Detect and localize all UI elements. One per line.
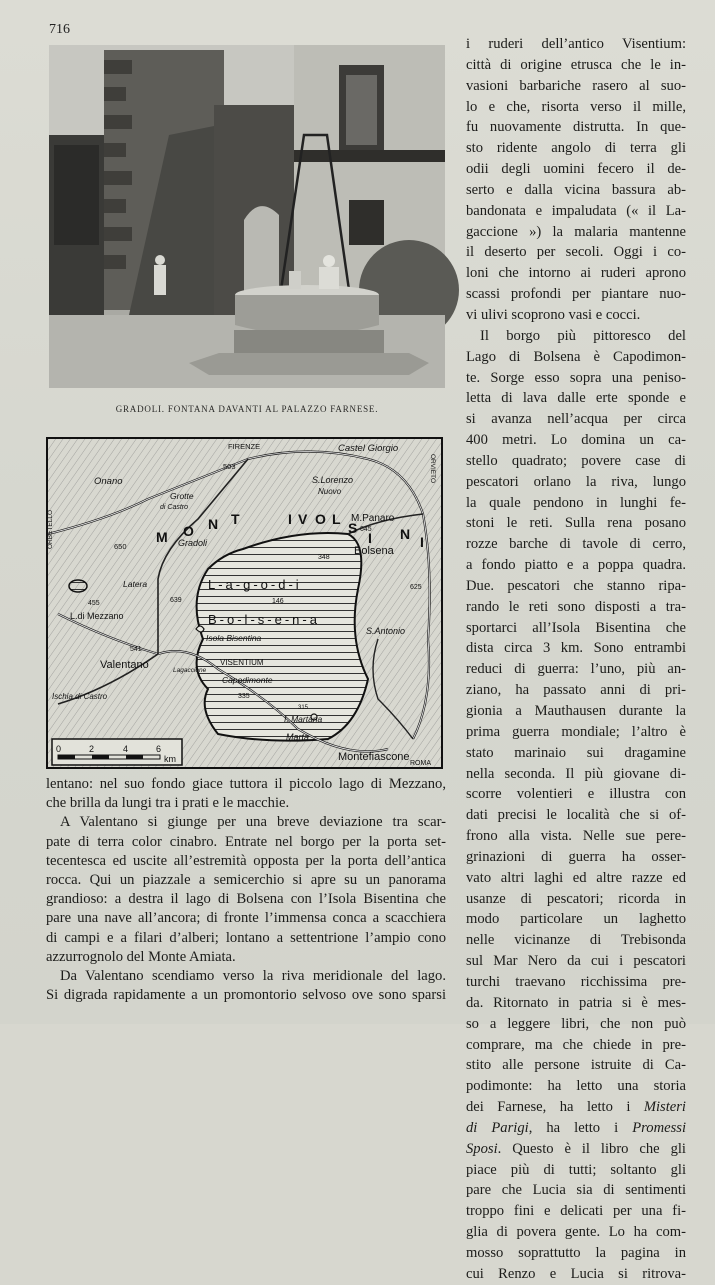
map-label-bolsena-lake: B-o-l-s-e-n-a	[208, 612, 320, 627]
map-label-capodimonte: Capodimonte	[222, 675, 273, 685]
text-line: pare che Lucia sia di sentimenti	[466, 1182, 686, 1199]
book-title-misteri: Misteri	[643, 1099, 686, 1116]
photo-gradoli-fountain	[49, 45, 445, 388]
text-line: rando le reti sono disposti a tra-	[466, 598, 686, 615]
text-line: gionia a Mauthausen durante la	[466, 703, 686, 719]
text-line: reduci di guerra: l’uno, più an-	[466, 661, 686, 678]
text-line: loni che intorno ai ruderi aprono	[466, 265, 686, 282]
book-title-parigi: di Parigi	[466, 1119, 529, 1136]
map-label-visentium: VISENTIUM	[220, 658, 264, 667]
text-line: mosso soprattutto la pagina in	[466, 1244, 686, 1261]
scale-tick-4: 4	[123, 744, 129, 754]
map-letter-i3: I	[420, 534, 424, 550]
map-letter-n1: N	[208, 516, 219, 532]
text-line: di campi e a filari d’alberi; lontano a settentrione l’ampio cono	[46, 929, 446, 946]
map-letter-o1: O	[183, 523, 194, 539]
text-line: che brilla da lungi tra i prati e le macchie.	[46, 795, 290, 812]
text-line: si avanza nell’acqua per circa	[466, 411, 686, 428]
map-letter-l: L	[332, 511, 341, 527]
scale-tick-6: 6	[156, 744, 162, 754]
text-line: frono alla vista. Nelle sue pere-	[466, 828, 686, 845]
text-line: glia di povera gente. Lo ha com-	[466, 1224, 686, 1241]
text-line-mixed	[466, 1097, 686, 1118]
text-line: turchi traevano ricchissima pre-	[466, 973, 686, 990]
text-line-mixed	[466, 1118, 686, 1139]
text-line: lo e che, risorta verso il mille,	[466, 98, 686, 115]
text-line: Lago di Bolsena è Capodimon-	[466, 348, 686, 365]
map-label-nuovo: Nuovo	[318, 487, 342, 496]
text-line: podimonte: ha letto una storia	[466, 1078, 686, 1095]
text-fragment: dei Farnese, ha letto i	[466, 1099, 644, 1116]
map-label-roma: ROMA	[410, 760, 431, 767]
book-title-promessi: Promessi	[632, 1119, 687, 1136]
text-line: stato marinaio sui dragamine	[466, 744, 686, 761]
page-number: 716	[49, 22, 70, 37]
map-label-onano: Onano	[94, 476, 123, 487]
text-line: pare una nave all’ancora; di fronte l’immensa conca a scacchiera	[46, 910, 446, 927]
text-line: scassi profondi per piantare nuo-	[466, 286, 686, 303]
text-line: Si digrada rapidamente a un promontorio selvoso ove sono sparsi	[46, 987, 446, 1004]
map-label-elev-348: 348	[318, 554, 330, 561]
text-line: grinazioni di guerra ha osser-	[466, 848, 686, 865]
right-text-column	[466, 34, 686, 1285]
map-lago-di-bolsena	[46, 437, 443, 769]
text-line: odii degli uomini fecero il de-	[466, 161, 686, 178]
map-label-marta: Marta	[286, 732, 310, 742]
map-label-montefiascone: Montefiascone	[338, 751, 410, 763]
text-line: modo particolare un laghetto	[466, 911, 686, 928]
text-line: letta di lava dalle erte sponde e	[466, 390, 686, 407]
text-line: sto ridente angolo di terra gli	[466, 140, 686, 157]
map-label-gradoli: Gradoli	[178, 538, 208, 548]
text-line: il deserto per secoli. Oggi i co-	[466, 244, 686, 261]
map-letter-v: V	[298, 511, 308, 527]
bottom-text-block	[46, 775, 446, 1005]
text-line: stello quadrato; povere case di	[466, 452, 686, 469]
map-label-di-castro: di Castro	[160, 504, 189, 511]
photo-caption: GRADOLI. FONTANA DAVANTI AL PALAZZO FARNESE.	[115, 404, 379, 414]
map-label-castel-giorgio: Castel Giorgio	[338, 443, 399, 454]
paragraph-start: Da Valentano scendiamo verso la riva meridionale del lago.	[60, 968, 446, 985]
scale-unit: km	[164, 754, 176, 764]
text-line: te. Sorge esso sopra una peniso-	[466, 369, 686, 386]
text-line: nelle vicinanze di Trebisonda	[466, 932, 686, 949]
text-line: azzurrognolo del Monte Amiata.	[46, 948, 236, 965]
text-line: la quale pendono in lunghi fe-	[466, 494, 686, 511]
text-line: so a leggere libri, che non può	[466, 1015, 686, 1032]
map-label-s-antonio: S.Antonio	[366, 626, 406, 636]
text-line: da. Ritornato in patria si è mes-	[466, 994, 686, 1011]
map-label-valentano: Valentano	[100, 659, 149, 671]
map-label-elev-639: 639	[170, 597, 182, 604]
map-label-bolsena: Bolsena	[354, 545, 394, 557]
text-line: vasioni barbariche rasero al suo-	[466, 77, 686, 94]
text-line: vi ulivi scoprono vasi e cocci.	[466, 306, 641, 323]
scale-tick-0: 0	[56, 744, 62, 754]
text-fragment: . Questo è il libro che gli	[497, 1140, 686, 1157]
map-label-elev-335: 335	[238, 693, 250, 700]
text-line: sportarci all’Isola Bisentina che	[466, 619, 686, 636]
map-label-elev-455: 455	[88, 600, 100, 607]
text-line: rozze barche di tavole di cerro,	[466, 536, 686, 553]
map-label-isola-bisentina: Isola Bisentina	[206, 633, 262, 643]
map-label-firenze: FIRENZE	[228, 442, 261, 451]
text-line: bandonata e impaludata (« il La-	[466, 202, 686, 219]
text-line: piace più di tutti; soltanto gli	[466, 1161, 686, 1178]
map-letter-n2: N	[400, 526, 411, 542]
text-line: Due. pescatori che stanno ripa-	[466, 577, 686, 594]
text-line: cui Renzo e Lucia si ritrova-	[466, 1265, 686, 1282]
text-line: dati precisi le località che si of-	[466, 807, 686, 824]
map-label-s-lorenzo: S.Lorenzo	[312, 475, 354, 485]
text-line-mixed	[466, 1139, 686, 1160]
map-label-elev-503: 503	[223, 462, 236, 471]
text-line: scorre volentieri e illustra con	[466, 786, 686, 803]
text-line: comprare, ma che chiede in pre-	[466, 1036, 686, 1053]
map-label-orvieto: ORVIETO	[429, 454, 436, 484]
text-line: grandioso: a destra il lago di Bolsena con l’Isola Bisentina che	[46, 891, 446, 908]
map-label-latera: Latera	[123, 579, 148, 589]
map-letter-i1: I	[288, 511, 292, 527]
map-label-lago-mezzano: L.di Mezzano	[70, 611, 124, 621]
map-label-i-martana: I. Martana	[284, 714, 323, 724]
text-line: ziano, ha passato anni di pri-	[466, 682, 686, 699]
text-line: prima guerra mondiale; l’altro è	[466, 723, 686, 740]
map-label-elev-625: 625	[410, 584, 422, 591]
text-line: città di origine etrusca che le in-	[466, 56, 686, 73]
map-label-lago-elev: 146	[272, 598, 284, 605]
scale-tick-2: 2	[89, 744, 95, 754]
text-line: serto e dalla vicina bassura ab-	[466, 181, 686, 198]
map-letter-t: T	[231, 511, 240, 527]
map-label-elev-541: 541	[130, 646, 142, 653]
map-letter-m: M	[156, 529, 168, 545]
text-line: dista circa 3 km. Sono entrambi	[466, 640, 686, 657]
map-label-m-panaro: M.Panaro	[351, 513, 395, 524]
map-letter-i2: I	[368, 530, 372, 546]
text-line: stoni le reti. Sulla rena posano	[466, 515, 686, 532]
text-line: rocca. Qui un piazzale a semicerchio si apre su un panorama	[46, 872, 446, 889]
map-label-lagaccione: Lagaccione	[173, 667, 207, 674]
map-letter-o2: O	[315, 511, 326, 527]
map-label-orbetello: ORBETELLO	[47, 509, 54, 549]
map-label-panaro-elev: 645	[360, 526, 372, 533]
text-fragment: , ha letto i	[528, 1119, 633, 1136]
text-line: pescatori orlano la riva, lungo	[466, 473, 686, 490]
text-line: troppo fini e delicati per una fi-	[466, 1203, 686, 1220]
map-label-elev-650: 650	[114, 542, 127, 551]
text-line: usanze di pescatori; ricorda in	[466, 890, 686, 907]
map-letter-s: S	[348, 520, 358, 536]
paragraph-start: Il borgo più pittoresco del	[480, 327, 686, 344]
map-label-lago-di: L-a-g-o-d-i	[208, 577, 302, 592]
text-line: stito alle persone istruite di Ca-	[466, 1057, 686, 1074]
map-label-elev-315: 315	[298, 705, 309, 711]
text-line: lentano: nel suo fondo giace tuttora il piccolo lago di Mezzano,	[46, 776, 446, 792]
book-title-sposi: Sposi	[466, 1140, 498, 1157]
text-line: a fondo piatto e a poppa quadra.	[466, 557, 686, 574]
text-line: sul Mar Nero da cui i pescatori	[466, 953, 686, 970]
paragraph-start: A Valentano si giunge per una breve deviazione tra scar-	[60, 814, 446, 831]
text-line: tecentesca ed uscite all’estremità opposta per la porta dell’antica	[46, 852, 446, 869]
map-scale-bar	[52, 739, 182, 765]
text-line: vato altri laghi ed altre razze ed	[466, 869, 686, 886]
text-line: 400 metri. Lo domina un ca-	[466, 432, 686, 449]
map-label-grotte: Grotte	[170, 491, 194, 501]
text-line: fu nuovamente distrutta. In que-	[466, 119, 686, 136]
text-line: gaccione ») la malaria mantenne	[466, 223, 686, 240]
text-line: i ruderi dell’antico Visentium:	[466, 36, 686, 52]
map-label-ischia-di-castro: Ischia di Castro	[52, 692, 108, 701]
text-line: nella seconda. Il più giovane di-	[466, 765, 686, 782]
text-line: pate di terra color cinabro. Entrate nel borgo per la porta set-	[46, 833, 446, 850]
